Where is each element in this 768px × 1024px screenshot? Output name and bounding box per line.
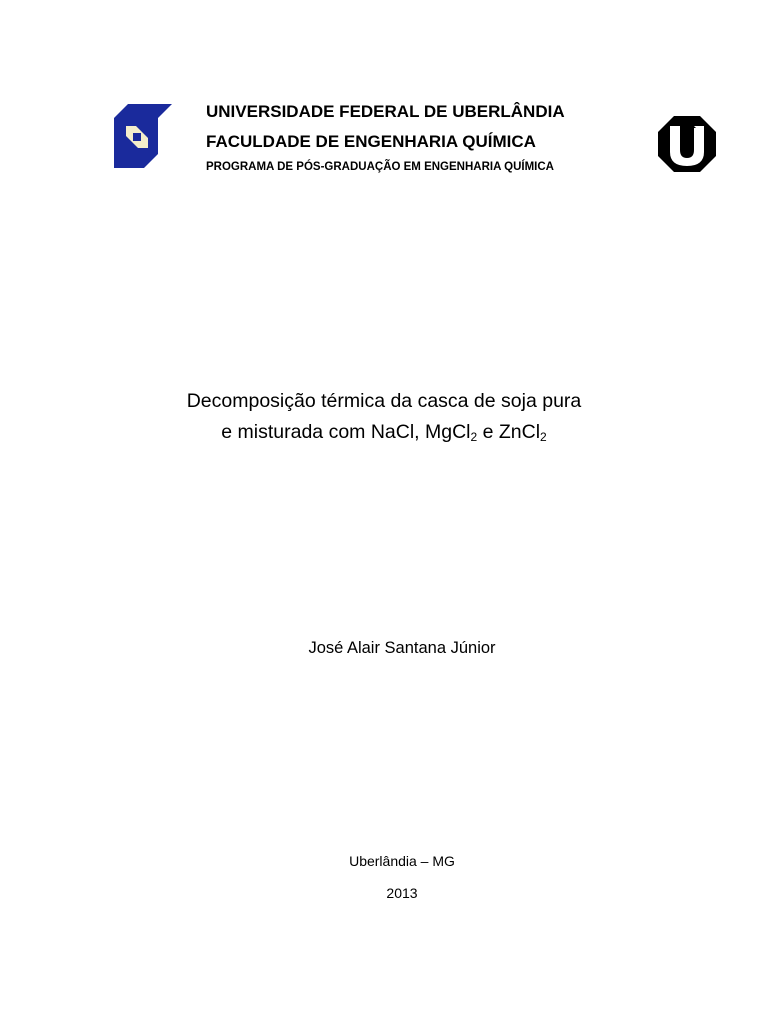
place: Uberlândia – MG	[349, 853, 455, 869]
title-line-2-prefix: e misturada com NaCl, MgCl	[221, 421, 471, 443]
institution-header	[206, 101, 565, 174]
title-line-2-mid: e ZnCl	[477, 421, 541, 443]
thesis-title	[0, 386, 768, 448]
university-name: UNIVERSIDADE FEDERAL DE UBERLÂNDIA	[206, 102, 565, 121]
program-name: PROGRAMA DE PÓS-GRADUAÇÃO EM ENGENHARIA QUÍMICA	[206, 161, 554, 173]
title-subscript-1: 2	[470, 430, 478, 444]
title-line-2	[0, 417, 768, 448]
faculty-name: FACULDADE DE ENGENHARIA QUÍMICA	[206, 132, 536, 151]
faculty-logo-icon	[112, 104, 174, 168]
university-logo-icon	[656, 114, 718, 174]
author-name: José Alair Santana Júnior	[308, 639, 496, 657]
year: 2013	[386, 885, 418, 901]
title-line-1: Decomposição térmica da casca de soja pura	[186, 390, 582, 412]
title-subscript-2: 2	[540, 430, 547, 444]
